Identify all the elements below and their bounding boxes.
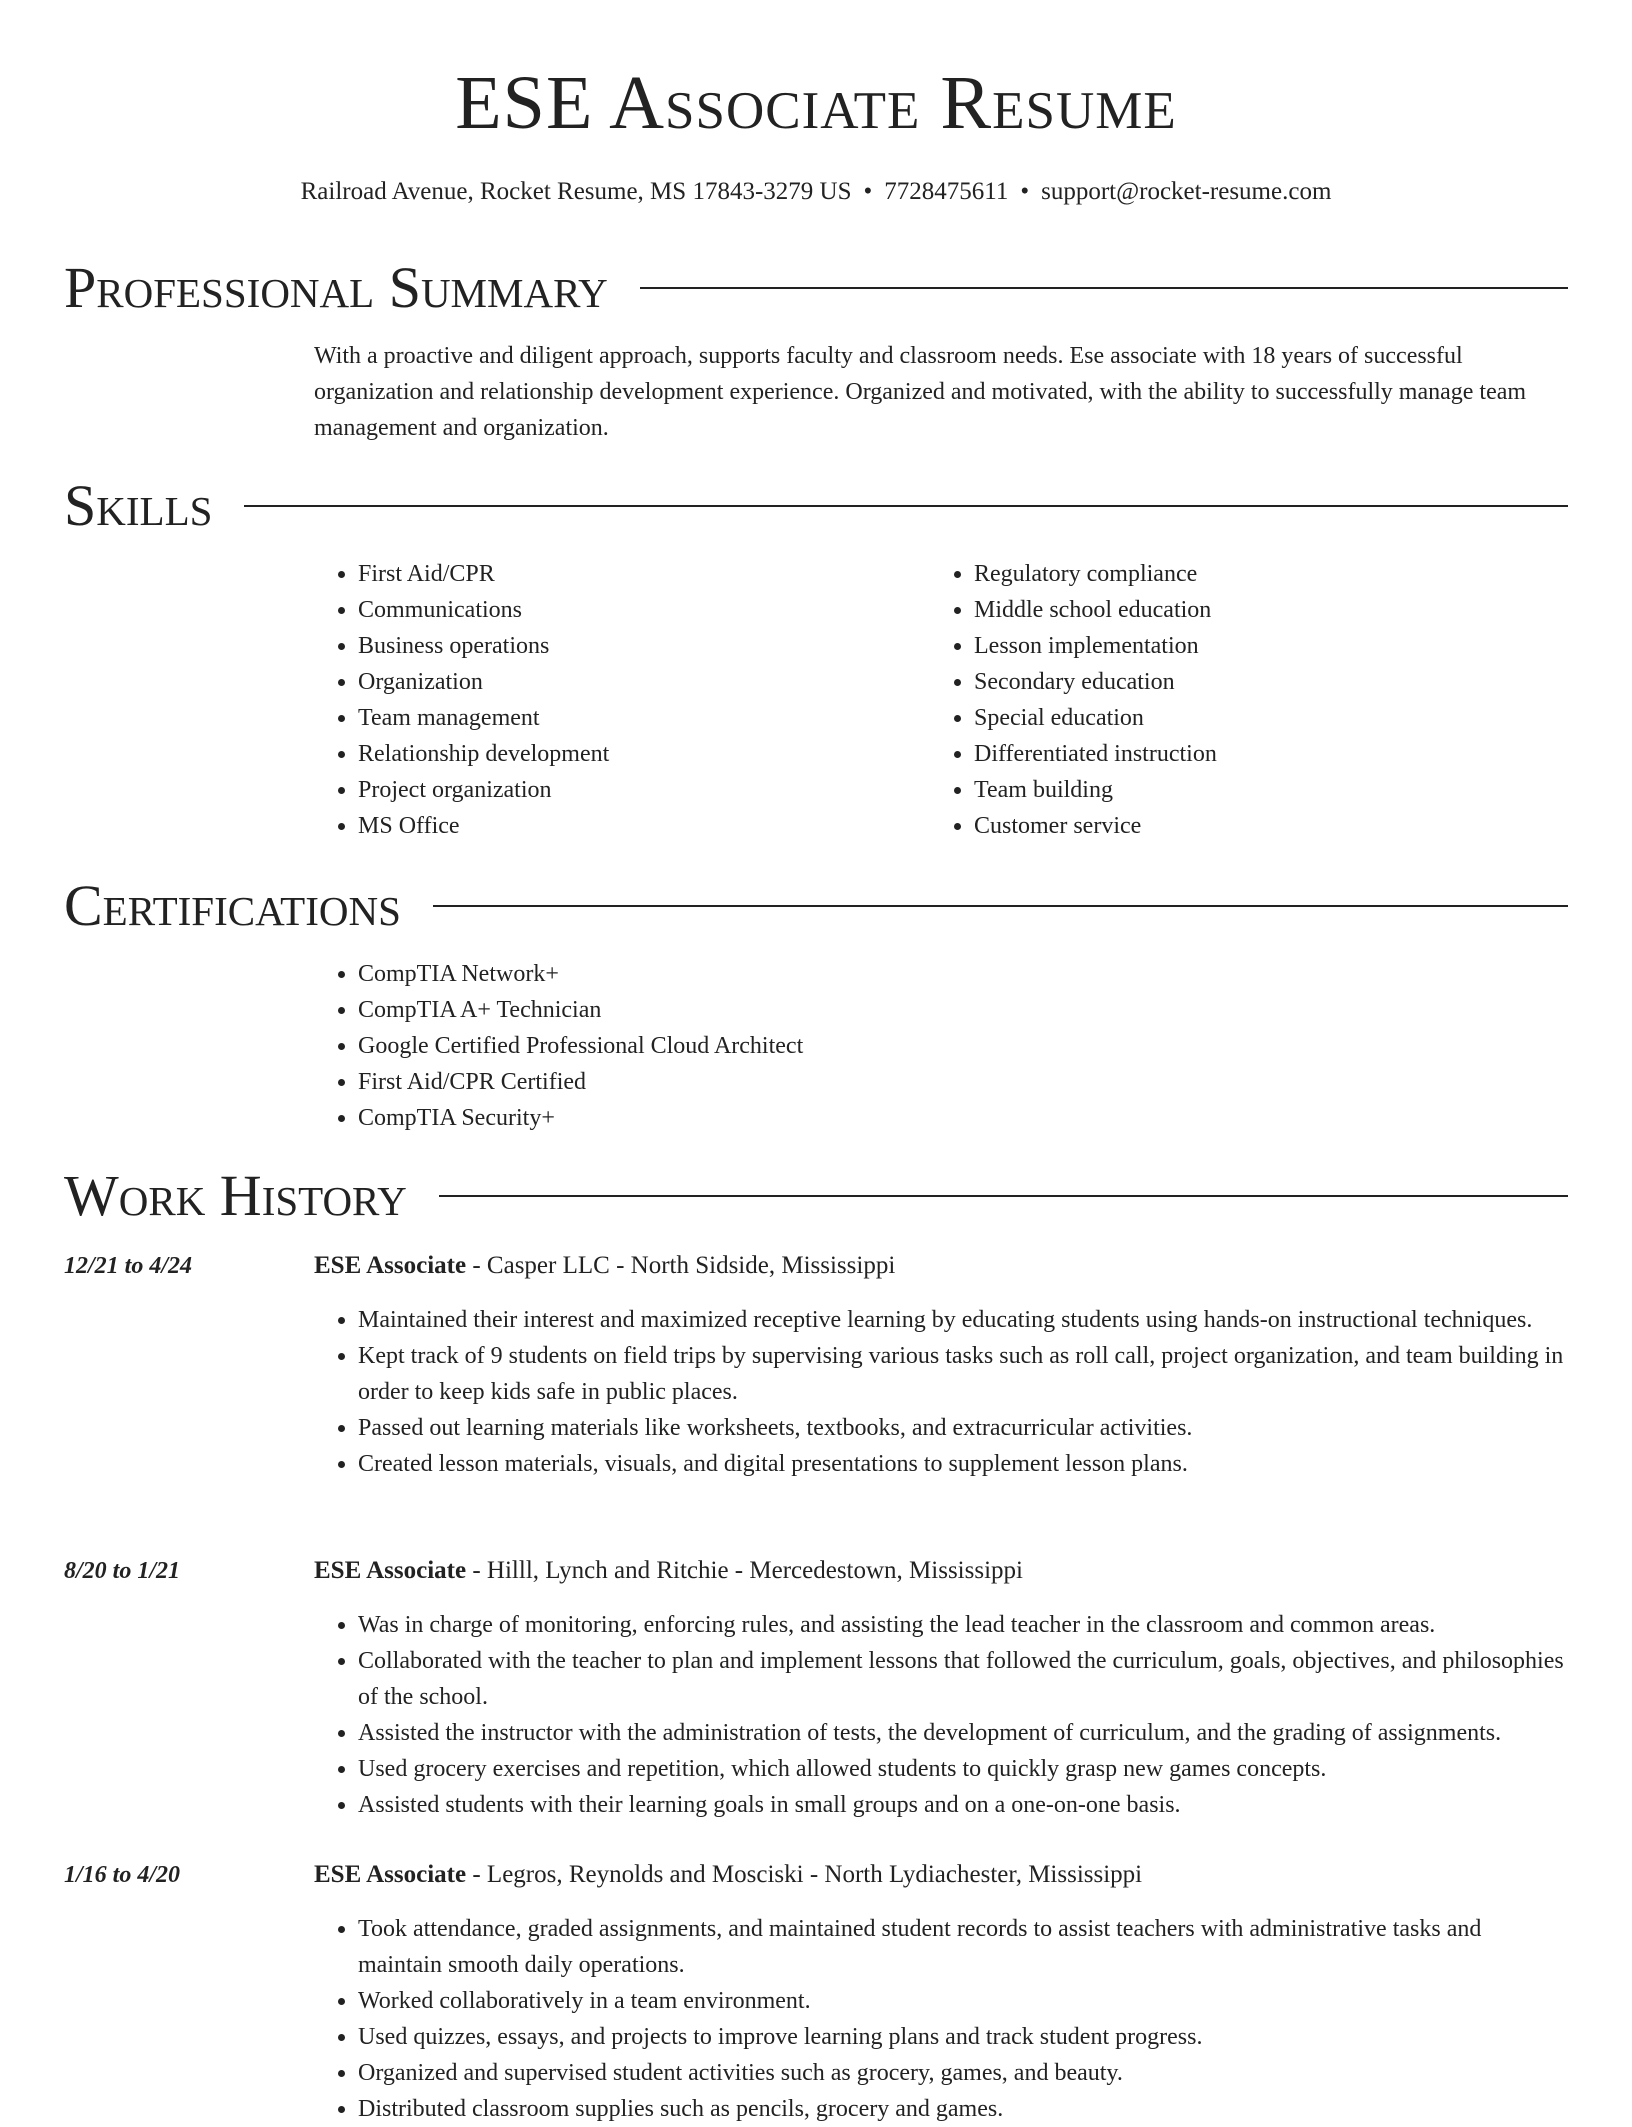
job-bullet: • Was in charge of monitoring, enforcing rules, and assisting the lead teacher in the classroom and common areas. (358, 1607, 1568, 1643)
skill-item: • Organization (358, 664, 894, 700)
job-title-line (314, 1553, 1568, 1589)
skill-item: • Lesson implementation (974, 628, 1510, 664)
skill-item: • Project organization (358, 772, 894, 808)
skill-item: • Secondary education (974, 664, 1510, 700)
job-bullet: • Maintained their interest and maximized receptive learning by educating students using hands-on instructional techniques. (358, 1302, 1568, 1338)
job-employer: - Legros, Reynolds and Mosciski - North Lydiachester, Mississippi (466, 1861, 1143, 1888)
contact-phone: 7728475611 (884, 178, 1009, 205)
job-bullet: • Collaborated with the teacher to plan and implement lessons that followed the curriculum, goals, objectives, and philosophies of the school. (358, 1643, 1568, 1715)
skill-item: • Communications (358, 592, 894, 628)
job-title: ESE Associate (314, 1557, 467, 1584)
job-title-line (314, 1857, 1568, 1893)
certification-item: • CompTIA Network+ (358, 956, 1568, 992)
job-bullets (314, 1607, 1568, 1823)
section-divider (433, 905, 1568, 907)
summary-text: With a proactive and diligent approach, supports faculty and classroom needs. Ese associate with 18 years of successful organization and relationship development experience. Organized and motivated, with the ability to successfully manage team management and organization. (314, 343, 1527, 441)
job-bullets (314, 1302, 1568, 1482)
section-header-certifications (64, 874, 1568, 938)
section-header-summary (64, 256, 1568, 320)
job-bullet: • Distributed classroom supplies such as pencils, grocery and games. (358, 2091, 1568, 2127)
job-bullet: • Kept track of 9 students on field trips by supervising various tasks such as roll call, project organization, and team building in order to keep kids safe in public places. (358, 1338, 1568, 1410)
skill-item: • Differentiated instruction (974, 736, 1510, 772)
job-bullet: • Took attendance, graded assignments, and maintained student records to assist teachers with administrative tasks and maintain smooth daily operations. (358, 1911, 1568, 1983)
contact-email: support@rocket-resume.com (1041, 178, 1332, 205)
certification-item: • First Aid/CPR Certified (358, 1064, 1568, 1100)
job-bullet: • Assisted the instructor with the administration of tests, the development of curriculum, and the grading of assignments. (358, 1715, 1568, 1751)
skills-list-right (930, 556, 1510, 844)
skill-item: • Special education (974, 700, 1510, 736)
contact-separator: • (1020, 178, 1030, 205)
certification-item: • Google Certified Professional Cloud Architect (358, 1028, 1568, 1064)
job-bullet: • Used quizzes, essays, and projects to improve learning plans and track student progress. (358, 2019, 1568, 2055)
section-title-certifications: Certifications (64, 873, 401, 938)
job-bullet: • Worked collaboratively in a team environment. (358, 1983, 1568, 2019)
job-employer: - Hilll, Lynch and Ritchie - Mercedestown, Mississippi (466, 1557, 1023, 1584)
job-dates: 1/16 to 4/20 (64, 1862, 181, 1888)
job-title: ESE Associate (314, 1861, 467, 1888)
contact-address: Railroad Avenue, Rocket Resume, MS 17843-3279 US (300, 178, 852, 205)
skills-list-left (314, 556, 894, 844)
section-title-summary: Professional Summary (64, 255, 608, 320)
job-bullet: • Assisted students with their learning goals in small groups and on a one-on-one basis. (358, 1787, 1568, 1823)
section-divider (244, 505, 1568, 507)
section-header-work-history (64, 1164, 1568, 1228)
skill-item: • MS Office (358, 808, 894, 844)
resume-title: ESE Associate Resume (455, 61, 1177, 145)
certification-item: • CompTIA Security+ (358, 1100, 1568, 1136)
skill-item: • Team building (974, 772, 1510, 808)
section-title-skills: Skills (64, 473, 213, 538)
skill-item: • Business operations (358, 628, 894, 664)
contact-line (0, 176, 1632, 208)
job-title: ESE Associate (314, 1252, 467, 1279)
job-dates: 12/21 to 4/24 (64, 1253, 193, 1279)
job-bullet: • Organized and supervised student activities such as grocery, games, and beauty. (358, 2055, 1568, 2091)
skill-item: • Relationship development (358, 736, 894, 772)
job-bullet: • Created lesson materials, visuals, and digital presentations to supplement lesson plans. (358, 1446, 1568, 1482)
skill-item: • Customer service (974, 808, 1510, 844)
job-dates: 8/20 to 1/21 (64, 1558, 181, 1584)
contact-separator: • (863, 178, 873, 205)
section-divider (439, 1195, 1568, 1197)
skill-item: • Team management (358, 700, 894, 736)
skill-item: • First Aid/CPR (358, 556, 894, 592)
section-divider (640, 287, 1568, 289)
job-bullet: • Passed out learning materials like worksheets, textbooks, and extracurricular activities. (358, 1410, 1568, 1446)
skill-item: • Regulatory compliance (974, 556, 1510, 592)
job-bullets (314, 1911, 1568, 2127)
certification-item: • CompTIA A+ Technician (358, 992, 1568, 1028)
certifications-list (314, 956, 1568, 1136)
section-header-skills (64, 474, 1568, 538)
job-employer: - Casper LLC - North Sidside, Mississippi (466, 1252, 896, 1279)
job-title-line (314, 1248, 1568, 1284)
job-bullet: • Used grocery exercises and repetition, which allowed students to quickly grasp new games concepts. (358, 1751, 1568, 1787)
section-title-work-history: Work History (64, 1163, 407, 1228)
skill-item: • Middle school education (974, 592, 1510, 628)
